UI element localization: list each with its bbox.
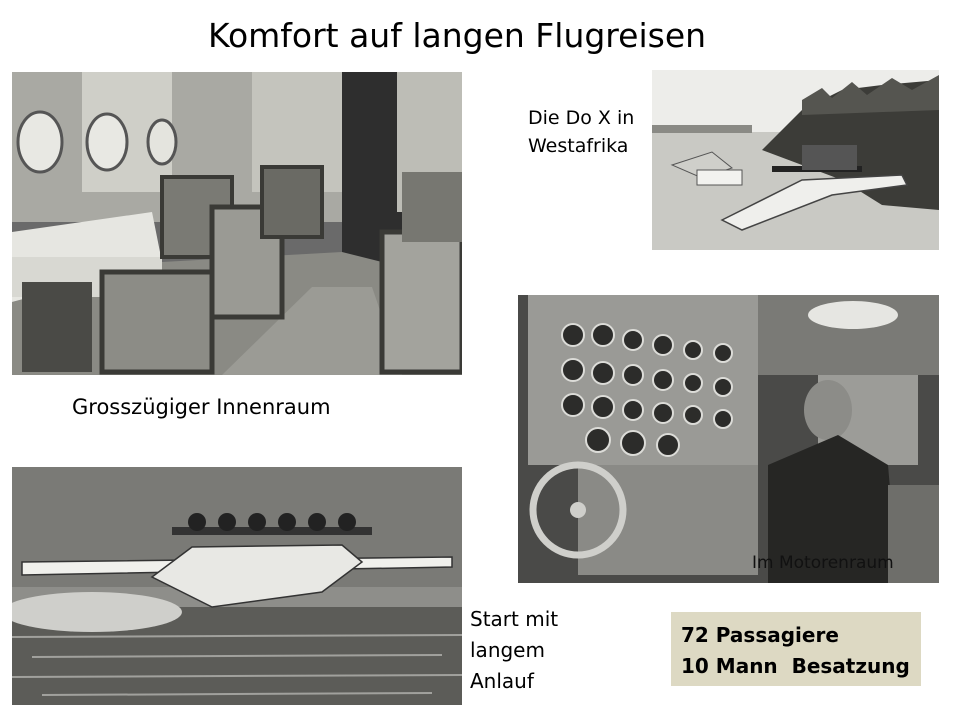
engine-room-photo — [518, 295, 939, 583]
takeoff-photo — [12, 467, 462, 705]
westafrika-photo — [652, 70, 939, 250]
passengers-fact: 72 Passagiere — [681, 623, 839, 647]
motor-caption: Im Motorenraum — [752, 553, 894, 573]
westafrika-caption-line: Die Do X in — [528, 107, 635, 129]
start-caption-line: Anlauf — [470, 669, 534, 693]
start-caption-line: Start mit — [470, 607, 559, 631]
slide-title: Komfort auf langen Flugreisen — [207, 16, 707, 55]
crew-fact: 10 Mann Besatzung — [681, 654, 910, 678]
start-caption — [470, 604, 558, 697]
facts-box — [671, 612, 921, 686]
westafrika-caption-line: Westafrika — [528, 135, 629, 157]
westafrika-caption — [528, 104, 634, 160]
start-caption-line: langem — [470, 638, 545, 662]
interior-photo — [12, 72, 462, 375]
interior-caption: Grosszügiger Innenraum — [72, 395, 331, 419]
